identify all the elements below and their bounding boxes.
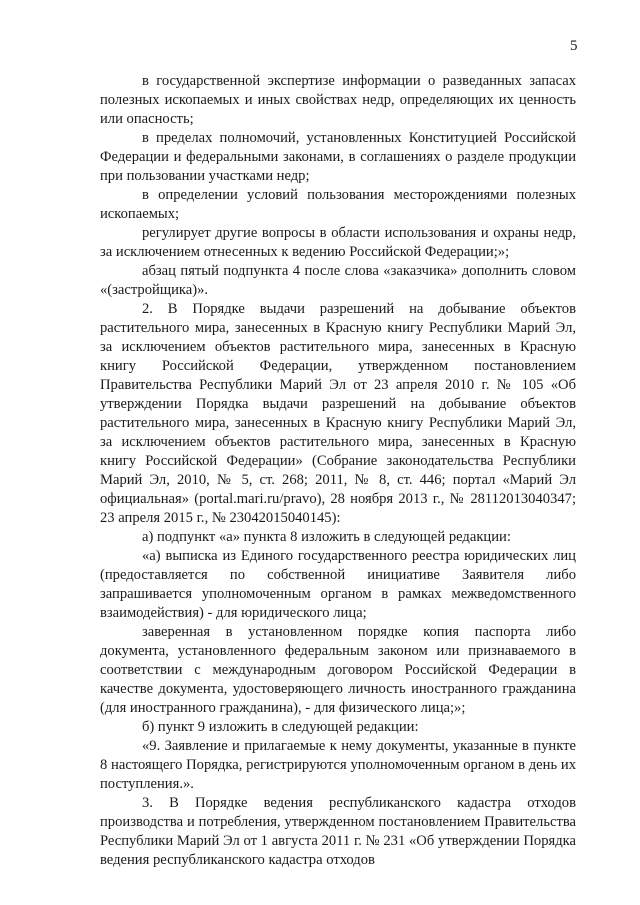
paragraph: 2. В Порядке выдачи разрешений на добывание объектов растительного мира, занесенных в Красную книгу Республики Марий Эл, за исключением объектов растительного мира, занесенных в Красную книгу Российской Федерации, утвержденном постановлением Правительства Республики Марий Эл от 23 апреля 2010 г. № 105 «Об утверждении Порядка выдачи разрешений на добывание объектов растительного мира, занесенных в Красную книгу Республики Марий Эл, за исключением объектов растительного мира, занесенных в Красную книгу Российской Федерации» (Собрание законодательства Республики Марий Эл, 2010, № 5, ст. 268; 2011, № 8, ст. 446; портал «Марий Эл официальная» (portal.mari.ru/pravo), 28 ноября 2013 г., № 28112013040347; 23 апреля 2015 г., № 23042015040145):: [100, 301, 576, 526]
paragraph: в пределах полномочий, установленных Конституцией Российской Федерации и федеральными законами, в соглашениях о разделе продукции при пользовании участками недр;: [100, 130, 576, 184]
paragraph: б) пункт 9 изложить в следующей редакции:: [142, 719, 419, 735]
paragraph: заверенная в установленном порядке копия паспорта либо документа, установленного федеральным законом или признаваемого в соответствии с международным договором Российской Федерации в качестве документа, удостоверяющего личность иностранного гражданина (для иностранного гражданина), - для физического лица;»;: [100, 624, 576, 716]
paragraph: абзац пятый подпункта 4 после слова «заказчика» дополнить словом «(застройщика)».: [100, 263, 576, 298]
paragraph: «а) выписка из Единого государственного реестра юридических лиц (предоставляется по собственной инициативе Заявителя либо запрашивается уполномоченным органом в рамках межведомственного взаимодействия) - для юридического лица;: [100, 548, 576, 621]
page-number: 5: [570, 38, 578, 54]
paragraph: а) подпункт «а» пункта 8 изложить в следующей редакции:: [142, 529, 511, 545]
document-body: [100, 72, 576, 870]
paragraph: регулирует другие вопросы в области использования и охраны недр, за исключением отнесенных к ведению Российской Федерации;»;: [100, 225, 576, 260]
paragraph: «9. Заявление и прилагаемые к нему документы, указанные в пункте 8 настоящего Порядка, регистрируются уполномоченным органом в день их поступления.».: [100, 738, 576, 792]
paragraph: 3. В Порядке ведения республиканского кадастра отходов производства и потребления, утвержденном постановлением Правительства Республики Марий Эл от 1 августа 2011 г. № 231 «Об утверждении Порядка ведения республиканского кадастра отходов: [100, 795, 576, 868]
paragraph: в государственной экспертизе информации о разведанных запасах полезных ископаемых и иных свойствах недр, определяющих их ценность или опасность;: [100, 73, 576, 127]
paragraph: в определении условий пользования месторождениями полезных ископаемых;: [100, 187, 576, 222]
